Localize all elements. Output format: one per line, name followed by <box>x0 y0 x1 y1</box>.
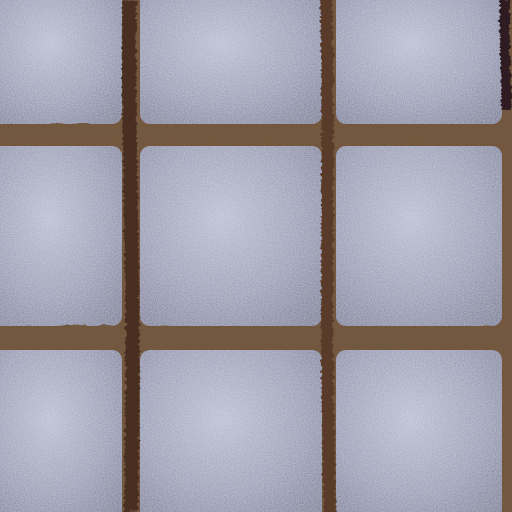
tile-4 <box>0 146 122 326</box>
tile-3 <box>336 0 502 124</box>
tile-7 <box>0 350 122 512</box>
tile-9 <box>336 350 502 512</box>
tile-2 <box>140 0 322 124</box>
tile-8 <box>140 350 322 512</box>
grout-line-vertical-middle <box>326 0 330 512</box>
grout-line-horizontal-lower <box>0 336 512 339</box>
grout-line-horizontal-upper <box>0 132 512 136</box>
tile-1 <box>0 0 122 124</box>
grout-line-vertical-right <box>505 0 507 110</box>
tile-6 <box>336 146 502 326</box>
tile-5 <box>140 146 322 326</box>
grout-line-vertical-left <box>129 0 132 512</box>
